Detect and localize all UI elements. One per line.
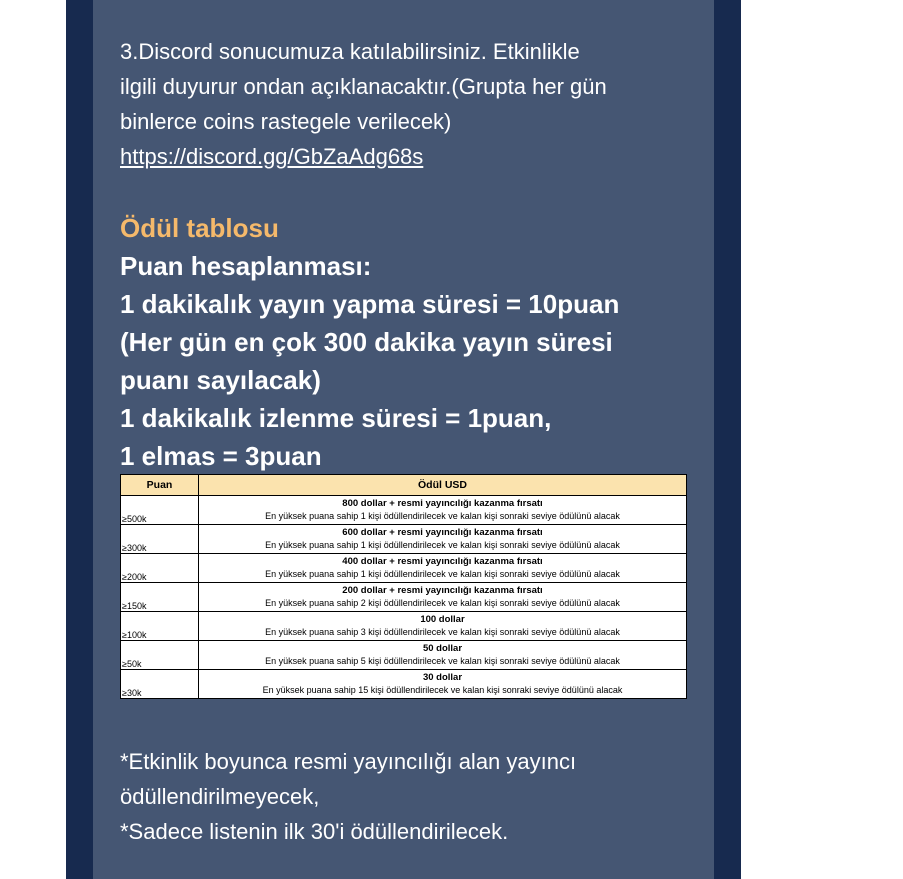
- announcement-content: [120, 34, 700, 475]
- puan-cell: ≥150k: [121, 583, 199, 612]
- table-row: [121, 641, 687, 670]
- odul-cell: [199, 496, 687, 525]
- points-rule-line: 1 dakikalık izlenme süresi = 1puan,: [120, 403, 552, 433]
- reward-heading: Ödül tablosu: [120, 213, 279, 243]
- reward-note: En yüksek puana sahip 1 kişi ödüllendirilecek ve kalan kişi sonraki seviye ödülünü alacak: [265, 569, 620, 579]
- note-line: *Sadece listenin ilk 30'i ödüllendirilecek.: [120, 819, 509, 844]
- puan-cell: ≥30k: [121, 670, 199, 699]
- reward-table: [120, 474, 687, 699]
- odul-cell: [199, 554, 687, 583]
- reward-note: En yüksek puana sahip 3 kişi ödüllendirilecek ve kalan kişi sonraki seviye ödülünü alacak: [265, 627, 620, 637]
- table-header-row: [121, 475, 687, 496]
- reward-title: 200 dollar + resmi yayıncılığı kazanma fırsatı: [342, 585, 543, 596]
- points-rule-line: 1 dakikalık yayın yapma süresi = 10puan: [120, 289, 620, 319]
- points-rule-line: Puan hesaplanması:: [120, 251, 372, 281]
- intro-line-3: binlerce coins rastegele verilecek): [120, 109, 452, 134]
- intro-line-2: ilgili duyurur ondan açıklanacaktır.(Grupta her gün: [120, 74, 607, 99]
- reward-note: En yüksek puana sahip 2 kişi ödüllendirilecek ve kalan kişi sonraki seviye ödülünü alacak: [265, 598, 620, 608]
- reward-note: En yüksek puana sahip 1 kişi ödüllendirilecek ve kalan kişi sonraki seviye ödülünü alacak: [265, 540, 620, 550]
- puan-cell: ≥300k: [121, 525, 199, 554]
- intro-line-1: 3.Discord sonucumuza katılabilirsiniz. Etkinlikle: [120, 39, 580, 64]
- reward-note: En yüksek puana sahip 5 kişi ödüllendirilecek ve kalan kişi sonraki seviye ödülünü alacak: [265, 656, 620, 666]
- odul-cell: [199, 525, 687, 554]
- table-row: [121, 496, 687, 525]
- table-row: [121, 554, 687, 583]
- reward-note: En yüksek puana sahip 1 kişi ödüllendirilecek ve kalan kişi sonraki seviye ödülünü alacak: [265, 511, 620, 521]
- puan-cell: ≥50k: [121, 641, 199, 670]
- discord-paragraph: [120, 34, 700, 174]
- points-rule-line: 1 elmas = 3puan: [120, 441, 322, 471]
- table-row: [121, 525, 687, 554]
- reward-note: En yüksek puana sahip 15 kişi ödüllendirilecek ve kalan kişi sonraki seviye ödülünü alacak: [262, 685, 623, 695]
- note-line: ödüllendirilmeyecek,: [120, 784, 320, 809]
- odul-cell: [199, 670, 687, 699]
- reward-title: 400 dollar + resmi yayıncılığı kazanma fırsatı: [342, 556, 543, 567]
- reward-title: 800 dollar + resmi yayıncılığı kazanma fırsatı: [342, 498, 543, 509]
- discord-link[interactable]: https://discord.gg/GbZaAdg68s: [120, 144, 424, 169]
- odul-cell: [199, 641, 687, 670]
- table-row: [121, 612, 687, 641]
- puan-cell: ≥100k: [121, 612, 199, 641]
- puan-cell: ≥200k: [121, 554, 199, 583]
- odul-cell: [199, 612, 687, 641]
- reward-title: 50 dollar: [422, 643, 463, 654]
- table-row: [121, 670, 687, 699]
- notes: [120, 744, 700, 849]
- table-row: [121, 583, 687, 612]
- points-rule-line: puanı sayılacak): [120, 365, 321, 395]
- reward-title: 600 dollar + resmi yayıncılığı kazanma fırsatı: [342, 527, 543, 538]
- puan-cell: ≥500k: [121, 496, 199, 525]
- note-line: *Etkinlik boyunca resmi yayıncılığı alan yayıncı: [120, 749, 577, 774]
- header-odul: Ödül USD: [199, 475, 687, 496]
- header-puan: Puan: [121, 475, 199, 496]
- points-rule-line: (Her gün en çok 300 dakika yayın süresi: [120, 327, 613, 357]
- reward-title: 100 dollar: [420, 614, 465, 625]
- reward-title: 30 dollar: [422, 672, 463, 683]
- odul-cell: [199, 583, 687, 612]
- points-rules: [120, 247, 700, 475]
